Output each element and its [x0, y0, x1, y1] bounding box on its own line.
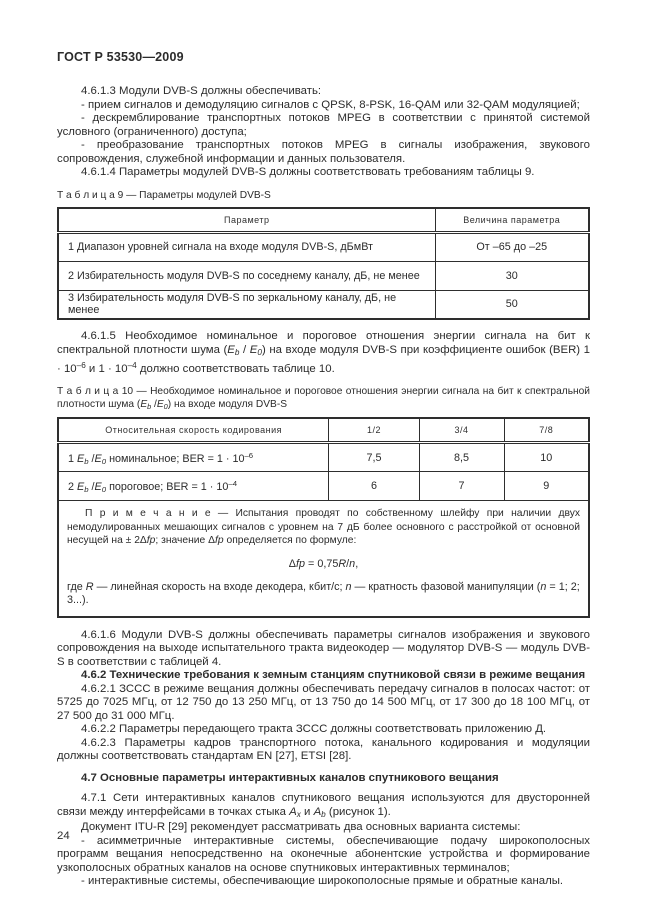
value-cell: 50	[435, 290, 589, 319]
value-cell: 7,5	[329, 443, 419, 472]
parameter-cell: 2 Eb /E0 пороговое; BER = $1 \cdot 10^{-4}$	[58, 472, 329, 501]
value-cell: От –65 до –25	[435, 232, 589, 261]
column-header-3-4: 3/4	[419, 418, 504, 443]
value-cell: 9	[504, 472, 589, 501]
value-cell: 6	[329, 472, 419, 501]
parameter-cell: 2 Избирательность модуля DVB-S по соседнему каналу, дБ, не менее	[58, 261, 435, 290]
para-4-6-1-5: 4.6.1.5 Необходимое номинальное и пороговое отношения энергии сигнала на бит к спектральной плотности шума (Eb / E0) на входе модуля DVB-S при коэффициенте ошибок (BER) $1 \cdot 10^{-6}$ и $1 \cdot 10^{-4}$ должно соответствовать таблице 10.	[57, 330, 591, 376]
table-row	[58, 261, 589, 290]
heading-4-6-2: 4.6.2 Технические требования к земным станциям спутниковой связи в режиме вещания	[81, 669, 586, 682]
para-4-6-1-6: 4.6.1.6 Модули DVB-S должны обеспечивать параметры сигналов изображения и звукового сопровождения на выходе испытательного тракта видеокодер — модулятор DVB-S — модуль DVB-S в соответствии с таблицей 4.	[57, 628, 590, 668]
table-9-header-row	[58, 208, 589, 233]
column-header-value: Величина параметра	[435, 208, 589, 233]
value-cell: 7	[419, 472, 504, 501]
document-body	[57, 85, 590, 889]
parameter-cell: 3 Избирательность модуля DVB-S по зеркальному каналу, дБ, не менее	[58, 290, 435, 319]
heading-4-7: 4.7 Основные параметры интерактивных каналов спутникового вещания	[81, 771, 499, 784]
para-itu-r: Документ ITU-R [29] рекомендует рассматривать два основных варианта системы:	[81, 821, 521, 834]
table-9-caption: Т а б л и ц а 9 — Параметры модулей DVB-S	[57, 189, 271, 201]
para-4-6-2-2: 4.6.2.2 Параметры передающего тракта ЗССС должны соответствовать приложению Д.	[81, 723, 547, 736]
bullet-transform: - преобразование транспортных потоков MPEG в сигналы изображения, звукового сопровождения, служебной информации и данных пользователя.	[57, 139, 590, 165]
table-9	[57, 207, 590, 321]
table-note-row	[58, 501, 589, 617]
table-10-caption: Т а б л и ц а 10 — Необходимое номинальное и пороговое отношения энергии сигнала на бит к спектральной плотности шума (Eb /E0) на входе модуля DVB-S	[57, 385, 590, 411]
page-number: 24	[57, 830, 70, 842]
column-header-1-2: 1/2	[329, 418, 419, 443]
para-4-6-1-3: 4.6.1.3 Модули DVB-S должны обеспечивать:	[81, 85, 322, 97]
parameter-cell: 1 Диапазон уровней сигнала на входе модуля DVB-S, дБмВт	[58, 232, 435, 261]
bullet-reception: - прием сигналов и демодуляцию сигналов с QPSK, 8-PSK, 16-QAM или 32-QAM модуляцией;	[81, 98, 580, 111]
doc-number: ГОСТ Р 53530—2009	[57, 50, 184, 64]
value-cell: 8,5	[419, 443, 504, 472]
table-10	[57, 417, 590, 617]
column-header-parameter: Параметр	[58, 208, 435, 233]
note-cell	[58, 501, 589, 617]
column-header-7-8: 7/8	[504, 418, 589, 443]
table-row	[58, 443, 589, 472]
value-cell: 10	[504, 443, 589, 472]
formula-legend: где R — линейная скорость на входе декодера, кбит/с; n — кратность фазовой манипуляции (n = 1; 2; 3...).	[67, 580, 580, 606]
bullet-asymmetric-systems: - асимметричные интерактивные системы, обеспечивающие подачу широкополосных программ вещания непосредственно на оконечные абонентские устройства и формирование узкополосных обратных каналов на основе спутниковых интерактивных терминалов;	[57, 834, 590, 874]
para-4-6-1-4: 4.6.1.4 Параметры модулей DVB-S должны соответствовать требованиям таблицы 9.	[81, 166, 535, 178]
table-note: П р и м е ч а н и е — Испытания проводят по собственному шлейфу при наличии двух немодулированных мешающих сигналов с уровнем на 7 дБ более основного с расстройкой от основной несущей на ± 2Δfp; значение Δfp определяется по формуле:	[67, 508, 580, 547]
table-row	[58, 232, 589, 261]
para-4-6-2-1: 4.6.2.1 ЗССС в режиме вещания должны обеспечивать передачу сигналов в полосах частот: от 5725 до 7025 МГц, от 12 750 до 13 250 МГц, от 13 750 до 14 500 МГц, от 17 300 до 18 100 МГц, от 27 500 до 31 000 МГц.	[57, 682, 590, 722]
table-row	[58, 472, 589, 501]
column-header-code-rate: Относительная скорость кодирования	[58, 418, 329, 443]
bullet-interactive-systems: - интерактивные системы, обеспечивающие широкополосные прямые и обратные каналы.	[81, 875, 564, 888]
parameter-cell: 1 Eb /E0 номинальное; BER = $1 \cdot 10^{-6}$	[58, 443, 329, 472]
value-cell: 30	[435, 261, 589, 290]
bullet-descrambling: - дескремблирование транспортных потоков MPEG в соответствии с принятой системой условного (ограниченного) доступа;	[57, 112, 590, 138]
para-4-6-2-3: 4.6.2.3 Параметры кадров транспортного потока, канального кодирования и модуляции должны соответствовать стандартам EN [27], ETSI [28].	[57, 736, 590, 763]
para-4-7-1: 4.7.1 Сети интерактивных каналов спутникового вещания используются для двусторонней связи между интерфейсами в точках стыка Ax и Ab (рисунок 1).	[57, 792, 590, 819]
table-row	[58, 290, 589, 319]
table-10-header-row	[58, 418, 589, 443]
formula: Δfp = 0,75R/n,	[288, 557, 359, 570]
